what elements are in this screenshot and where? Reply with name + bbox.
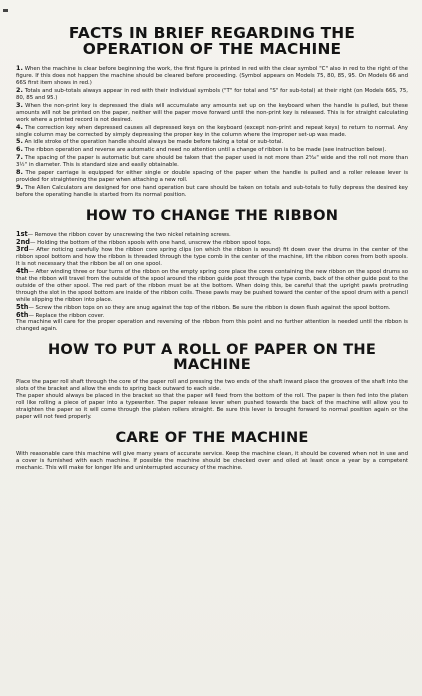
- fact-text: When the non-print key is depressed the dials will accumulate any amounts set up on the keyboard when the handle is pulled, but these amounts will not be printed on the paper, neither will the paper move forward until the non-print key is released. This is for straight calculating work where a printed record is not desired.: [16, 102, 408, 123]
- paper-section-title: HOW TO PUT A ROLL OF PAPER ON THE MACHINE: [47, 341, 377, 374]
- fact-item: [16, 65, 408, 87]
- ribbon-step: [16, 231, 408, 239]
- step-text: — After noticing carefully how the ribbon core spring clips (on which the ribbon is wound) fit down over the drums in the center of the ribbon spool bottom and how the ribbon is threaded through the type comb in the center of the machine, lift the ribbon cores from both spools. It is not necessary that the ribbon be all on one spool.: [16, 247, 408, 268]
- corner-mark: [3, 9, 8, 12]
- step-number: 4th: [16, 267, 29, 276]
- step-text: — Holding the bottom of the ribbon spools with one hand, unscrew the ribbon spool tops.: [30, 239, 272, 246]
- fact-item: [16, 124, 408, 139]
- step-number: 3rd: [16, 245, 29, 254]
- step-number: 2nd: [16, 237, 31, 246]
- paper-instructions: [16, 379, 408, 420]
- fact-text: The paper carriage is equipped for either single or double spacing of the paper when the handle is pulled and a roller release lever is provided for straightening the paper when attaching a new roll.: [16, 170, 409, 183]
- fact-number: 4.: [16, 122, 23, 131]
- fact-text: The spacing of the paper is automatic but care should be taken that the paper used is not more than 2⁵⁄₁₆" wide and the roll not more than 3½" in diameter. This is standard size and easily obtainable.: [16, 155, 408, 169]
- fact-text: The correction key when depressed causes all depressed keys on the keyboard (except non-print and repeat keys) to return to normal. Any single column may be corrected by simply depressing the proper key in the column where the improper set-up was made.: [16, 124, 408, 138]
- page-title: FACTS IN BRIEF REGARDING THE OPERATION OF THE MACHINE: [68, 24, 356, 58]
- care-paragraph: With reasonable care this machine will give many years of accurate service. Keep the machine clean, it should be covered when not in use and a cover is furnished with each machine. If possible the machine should be checked over and oiled at least once a year by a competent mechanic. This will make for longer life and uninterrupted accuracy of the machine.: [16, 451, 408, 472]
- ribbon-step: [16, 239, 408, 247]
- ribbon-steps: [16, 231, 408, 334]
- fact-text: When the machine is clear before beginning the work, the first figure is printed in red with the clear symbol "C" also in red to the right of the figure. If this does not happen the machine should be cleared before proceeding. (Symbol appears on Models 75, 80, 85, 95. On Models 66 and 66S first item shows in red.): [16, 66, 408, 87]
- ribbon-step: [16, 304, 408, 312]
- fact-text: An idle stroke of the operation handle should always be made before taking a total or sub-total.: [24, 139, 284, 146]
- fact-text: Totals and sub-totals always appear in red with their individual symbols ("T" for total and "S" for sub-total) at their right (on Models 66S, 75, 80, 85 and 95.): [16, 88, 409, 102]
- ribbon-step: [16, 268, 408, 304]
- step-number: 6th: [16, 310, 29, 319]
- step-text: — After winding three or four turns of the ribbon on the empty spring core place the cores containing the new ribbon on the spool drums so that the ribbon will travel from the outside of the spool around the ribbon guide post through the type comb, back of the other guide post to the outside of the other spool. The red part of the ribbon must be at the bottom. When doing this, be careful that the upright pawls protruding through the slot in the spool bottom are inside of the ribbon coils. These pawls may be pushed toward the center of the spool drum with a pencil while slipping the ribbon into place.: [16, 269, 408, 303]
- ribbon-section-title: HOW TO CHANGE THE RIBBON: [85, 206, 339, 224]
- ribbon-step: [16, 246, 408, 268]
- fact-item: [16, 184, 408, 199]
- fact-item: [16, 102, 408, 124]
- facts-list: [16, 65, 408, 198]
- step-text: — Screw the ribbon tops on so they are snug against the top of the ribbon. Be sure the ribbon is down flush against the spool bottom.: [28, 304, 391, 311]
- fact-text: The ribbon operation and reverse are automatic and need no attention until a change of ribbon is to be made (see instruction below).: [24, 147, 387, 154]
- fact-item: [16, 138, 408, 146]
- fact-item: [16, 146, 408, 154]
- paper-paragraph: Place the paper roll shaft through the core of the paper roll and pressing the two ends of the shaft inward place the grooves of the shaft into the slots of the bracket and allow the ends to spring back outward to each side.: [16, 379, 408, 392]
- fact-item: [16, 154, 408, 169]
- fact-item: [16, 87, 408, 102]
- step-text: — Replace the ribbon cover.: [28, 312, 105, 319]
- fact-number: 7.: [16, 153, 23, 162]
- step-number: 5th: [16, 302, 29, 311]
- fact-number: 3.: [16, 100, 23, 109]
- fact-item: [16, 169, 408, 184]
- paper-paragraph: The paper should always be placed in the bracket so that the paper will feed from the bottom of the roll. The paper is then fed into the platen roll like rolling a piece of paper into a typewriter. The paper release lever when pushed towards the back of the machine will allow you to straighten the paper so it will come through the platen rollers straight. Be sure this lever is brought forward to normal position again or the paper will not feed properly.: [16, 392, 408, 420]
- fact-number: 6.: [16, 145, 23, 154]
- fact-number: 8.: [16, 168, 23, 177]
- step-text: — Remove the ribbon cover by unscrewing the two nickel retaining screws.: [27, 231, 231, 238]
- ribbon-step: [16, 312, 408, 320]
- fact-number: 9.: [16, 182, 23, 191]
- care-section-title: CARE OF THE MACHINE: [115, 429, 309, 447]
- step-number: 1st: [16, 229, 28, 238]
- fact-text: The Allen Calculators are designed for one hand operation but care should be taken on totals and sub-totals to fully depress the desired key before the operating handle is started from its normal position.: [16, 184, 408, 198]
- fact-number: 2.: [16, 86, 23, 95]
- ribbon-closing: The machine will care for the proper operation and reversing of the ribbon from this point and no further attention is needed until the ribbon is changed again.: [16, 319, 408, 333]
- fact-number: 5.: [16, 137, 23, 146]
- care-instructions: [16, 451, 408, 472]
- fact-number: 1.: [16, 64, 23, 73]
